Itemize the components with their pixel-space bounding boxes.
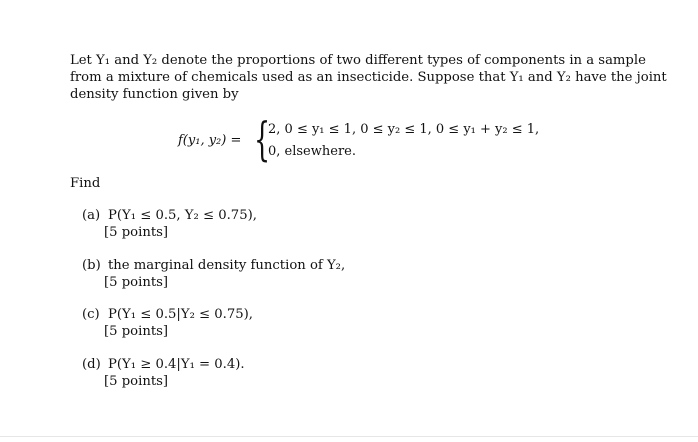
part-c-label: (c) [82,307,100,322]
density-lhs: f(y₁, y₂) = [178,133,242,148]
part-a-text: P(Y₁ ≤ 0.5, Y₂ ≤ 0.75), [108,208,257,223]
part-d [82,356,245,390]
part-c-points: [5 points] [104,324,169,339]
part-b-text: the marginal density function of Y₂, [108,258,346,273]
bottom-divider [0,436,698,437]
part-d-text: P(Y₁ ≥ 0.4|Y₁ = 0.4). [108,357,245,372]
density-case-1: 2, 0 ≤ y₁ ≤ 1, 0 ≤ y₂ ≤ 1, 0 ≤ y₁ + y₂ ≤ 1, [268,122,540,137]
part-a [82,207,257,241]
part-b [82,257,345,291]
part-c-text: P(Y₁ ≤ 0.5|Y₂ ≤ 0.75), [108,307,253,322]
problem-intro: Let Y₁ and Y₂ denote the proportions of two different types of components in a sample from a mixture of chemicals used as an insecticide. Suppose that Y₁ and Y₂ have the joint density function given by [70,53,667,102]
part-b-points: [5 points] [104,275,169,290]
part-b-label: (b) [82,258,101,273]
part-a-label: (a) [82,208,101,223]
part-c [82,306,253,340]
part-d-label: (d) [82,357,101,372]
part-d-points: [5 points] [104,374,169,389]
left-brace: { [254,112,271,166]
find-label: Find [70,176,101,191]
part-a-points: [5 points] [104,225,169,240]
density-case-2: 0, elsewhere. [268,144,356,159]
